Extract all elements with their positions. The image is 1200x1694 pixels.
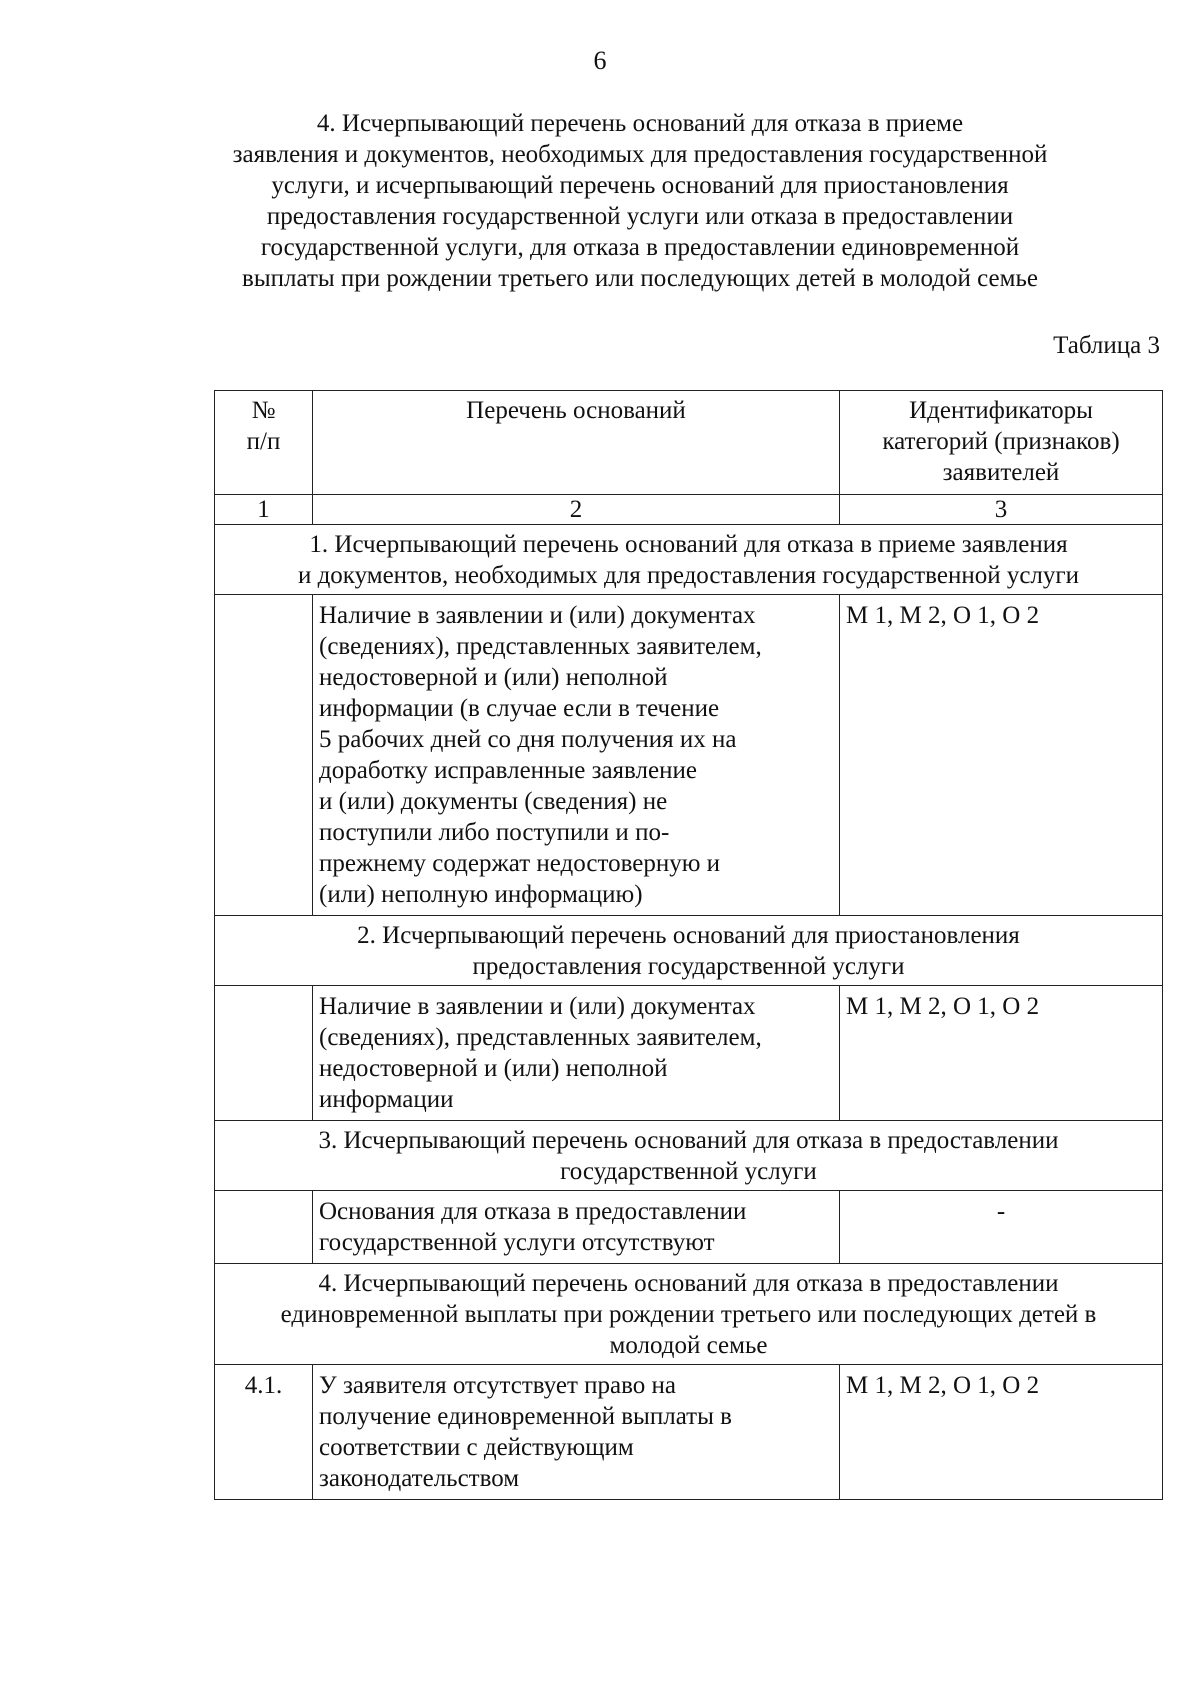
- grounds-line: недостоверной и (или) неполной: [319, 664, 668, 691]
- section-title-line: и документов, необходимых для предоставления государственной услуги: [297, 562, 1080, 589]
- section-title-line: 4. Исчерпывающий перечень оснований для отказа в предоставлении: [318, 1270, 1059, 1297]
- row-grounds-text: [313, 1365, 840, 1500]
- table-caption: Таблица 3: [1053, 332, 1160, 359]
- section-title: [215, 1121, 1163, 1191]
- grounds-line: информации (в случае если в течение: [319, 695, 720, 722]
- section-title-line: 2. Исчерпывающий перечень оснований для приостановления: [357, 922, 1020, 949]
- row-number: [215, 1191, 313, 1264]
- section-title: [215, 525, 1163, 595]
- header-text: Перечень оснований: [466, 397, 686, 424]
- header-text: Идентификаторы: [909, 397, 1093, 424]
- grounds-line: (сведениях), представленных заявителем,: [319, 633, 762, 660]
- section-title: [215, 1264, 1163, 1365]
- section-title-row: [215, 1121, 1163, 1191]
- section-title-line: 3. Исчерпывающий перечень оснований для отказа в предоставлении: [318, 1127, 1059, 1154]
- header-text: заявителей: [942, 459, 1060, 486]
- table-row: [215, 1365, 1163, 1500]
- row-number: 4.1.: [215, 1365, 313, 1500]
- section-title-line: единовременной выплаты при рождении третьего или последующих детей в: [280, 1301, 1097, 1328]
- header-ids-cell: [840, 391, 1163, 495]
- grounds-line: Наличие в заявлении и (или) документах: [319, 993, 756, 1020]
- section-title-row: [215, 525, 1163, 595]
- section-title-row: [215, 916, 1163, 986]
- grounds-line: поступили либо поступили и по-: [319, 819, 670, 846]
- table-header-row: [215, 391, 1163, 495]
- column-number: 3: [840, 495, 1163, 525]
- header-text: п/п: [246, 428, 281, 455]
- grounds-line: Основания для отказа в предоставлении: [319, 1198, 747, 1225]
- header-text: категорий (признаков): [882, 428, 1120, 455]
- grounds-line: (сведениях), представленных заявителем,: [319, 1024, 762, 1051]
- heading-line: государственной услуги, для отказа в предоставлении единовременной: [260, 234, 1020, 261]
- heading-line: 4. Исчерпывающий перечень оснований для отказа в приеме: [316, 110, 964, 137]
- grounds-line: (или) неполную информацию): [319, 881, 643, 908]
- section-heading: [200, 108, 1080, 294]
- section-title-line: молодой семье: [609, 1332, 768, 1359]
- column-number: 1: [215, 495, 313, 525]
- grounds-line: и (или) документы (сведения) не: [319, 788, 668, 815]
- grounds-line: прежнему содержат недостоверную и: [319, 850, 721, 877]
- grounds-line: государственной услуги отсутствуют: [319, 1229, 715, 1256]
- grounds-line: Наличие в заявлении и (или) документах: [319, 602, 756, 629]
- column-number: 2: [313, 495, 840, 525]
- grounds-line: соответствии с действующим: [319, 1434, 634, 1461]
- section-title: [215, 916, 1163, 986]
- table-row: [215, 986, 1163, 1121]
- heading-line: заявления и документов, необходимых для предоставления государственной: [232, 141, 1048, 168]
- row-grounds-text: [313, 1191, 840, 1264]
- table-row: [215, 595, 1163, 916]
- row-grounds-text: [313, 986, 840, 1121]
- grounds-line: 5 рабочих дней со дня получения их на: [319, 726, 737, 753]
- row-applicant-ids: М 1, М 2, О 1, О 2: [840, 1365, 1163, 1500]
- column-number-row: [215, 495, 1163, 525]
- grounds-line: законодательством: [319, 1465, 520, 1492]
- grounds-table: [214, 390, 1163, 1500]
- header-number-cell: [215, 391, 313, 495]
- row-grounds-text: [313, 595, 840, 916]
- grounds-line: доработку исправленные заявление: [319, 757, 697, 784]
- grounds-line: информации: [319, 1086, 454, 1113]
- header-text: №: [251, 397, 276, 424]
- heading-line: выплаты при рождении третьего или последующих детей в молодой семье: [242, 265, 1038, 292]
- grounds-line: получение единовременной выплаты в: [319, 1403, 732, 1430]
- header-grounds-cell: [313, 391, 840, 495]
- section-title-line: предоставления государственной услуги: [472, 953, 905, 980]
- heading-line: предоставления государственной услуги или отказа в предоставлении: [266, 203, 1014, 230]
- row-applicant-ids: М 1, М 2, О 1, О 2: [840, 595, 1163, 916]
- grounds-line: У заявителя отсутствует право на: [319, 1372, 676, 1399]
- heading-line: услуги, и исчерпывающий перечень оснований для приостановления: [271, 172, 1009, 199]
- table-row: [215, 1191, 1163, 1264]
- row-number: [215, 595, 313, 916]
- section-title-line: государственной услуги: [560, 1158, 817, 1185]
- row-number: [215, 986, 313, 1121]
- section-title-line: 1. Исчерпывающий перечень оснований для отказа в приеме заявления: [309, 531, 1068, 558]
- grounds-line: недостоверной и (или) неполной: [319, 1055, 668, 1082]
- section-title-row: [215, 1264, 1163, 1365]
- page-number: 6: [593, 46, 607, 75]
- row-applicant-ids: М 1, М 2, О 1, О 2: [840, 986, 1163, 1121]
- row-applicant-ids: -: [840, 1191, 1163, 1264]
